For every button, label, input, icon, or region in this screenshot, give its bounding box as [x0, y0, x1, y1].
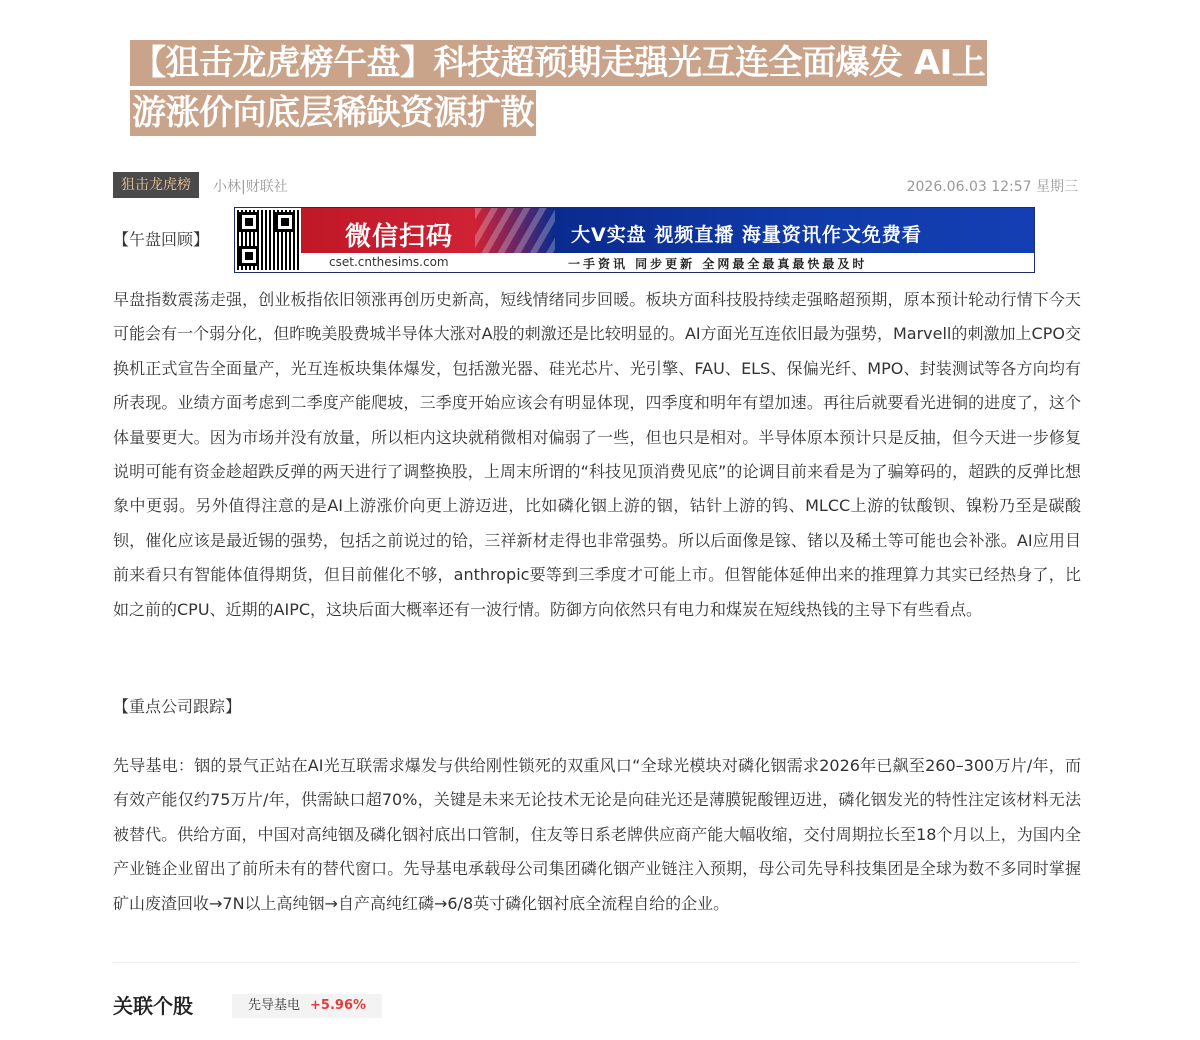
section-label-review: 【午盘回顾】: [113, 230, 210, 249]
company-paragraph: 先导基电：铟的景气正站在AI光互联需求爆发与供给刚性锁死的双重风口“全球光模块对磷化铟需求2026年已飙至260–300万片/年，而有效产能仅约75万片/年，供需缺口超70%，关键是未来无论技术无论是向硅光还是薄膜铌酸锂迈进，磷化铟发光的特性注定该材料无法被替代。供给方面，中国对高纯铟及磷化铟衬底出口管制，住友等日系老牌供应商产能大幅收缩，交付周期拉长至18个月以上，为国内全产业链企业留出了前所未有的替代窗口。先导基电承载母公司集团磷化铟产业链注入预期，母公司先导科技集团是全球为数不多同时掌握矿山废渣回收→7N以上高纯铟→自产高纯红磷→6/8英寸磷化铟衬底全流程自给的企业。: [113, 756, 1081, 913]
banner-subline: 一手资讯 同步更新 全网最全最真最快最及时: [568, 257, 868, 271]
title-line-1: 【狙击龙虎榜午盘】科技超预期走强光互连全面爆发 AI上: [130, 40, 987, 86]
qr-code-icon: [237, 210, 299, 270]
banner-url: cset.cnthesims.com: [329, 255, 449, 269]
banner-slogan: 大V实盘 视频直播 海量资讯作文免费看: [571, 224, 922, 246]
related-stocks-title: 关联个股: [113, 994, 193, 1018]
author: 小林|财联社: [213, 179, 288, 195]
divider: [113, 962, 1078, 963]
stock-chip[interactable]: [232, 994, 382, 1018]
column-tag[interactable]: 狙击龙虎榜: [113, 172, 199, 198]
title-line-2: 游涨价向底层稀缺资源扩散: [130, 90, 536, 136]
banner-decoration: [475, 208, 555, 253]
article-title: [130, 40, 1090, 136]
wechat-ad-banner[interactable]: [234, 207, 1035, 273]
review-paragraph: 早盘指数震荡走强，创业板指依旧领涨再创历史新高，短线情绪同步回暖。板块方面科技股持续走强略超预期，原本预计轮动行情下今天可能会有一个弱分化，但昨晚美股费城半导体大涨对A股的刺激还是比较明显的。AI方面光互连依旧最为强势，Marvell的刺激加上CPO交换机正式宣告全面量产，光互连板块集体爆发，包括激光器、硅光芯片、光引擎、FAU、ELS、保偏光纤、MPO、封装测试等各方向均有所表现。业绩方面考虑到二季度产能爬坡，三季度开始应该会有明显体现，四季度和明年有望加速。再往后就要看光进铜的进度了，这个体量要更大。因为市场并没有放量，所以柜内这块就稍微相对偏弱了一些，但也只是相对。半导体原本预计只是反抽，但今天进一步修复说明可能有资金趁超跌反弹的两天进行了调整换股，上周末所谓的“科技见顶消费见底”的论调目前来看是为了骗筹码的，超跌的反弹比想象中更弱。另外值得注意的是AI上游涨价向更上游迈进，比如磷化铟上游的铟，钴针上游的钨、MLCC上游的钛酸钡、镍粉乃至是碳酸钡，催化应该是最近锡的强势，包括之前说过的铪，三祥新材走得也非常强势。所以后面像是镓、锗以及稀土等可能也会补涨。AI应用目前来看只有智能体值得期货，但目前催化不够，anthropic要等到三季度才可能上市。但智能体延伸出来的推理算力其实已经热身了，比如之前的CPU、近期的AIPC，这块后面大概率还有一波行情。防御方向依然只有电力和煤炭在短线热钱的主导下有些看点。: [113, 290, 1081, 619]
banner-headline: 微信扫码: [345, 222, 454, 252]
section-label-key-companies: 【重点公司跟踪】: [113, 697, 242, 716]
stock-name: 先导基电: [248, 998, 301, 1013]
article-meta: [113, 172, 1078, 198]
publish-date: 2026.06.03 12:57 星期三: [906, 179, 1078, 195]
stock-change: +5.96%: [310, 998, 367, 1013]
